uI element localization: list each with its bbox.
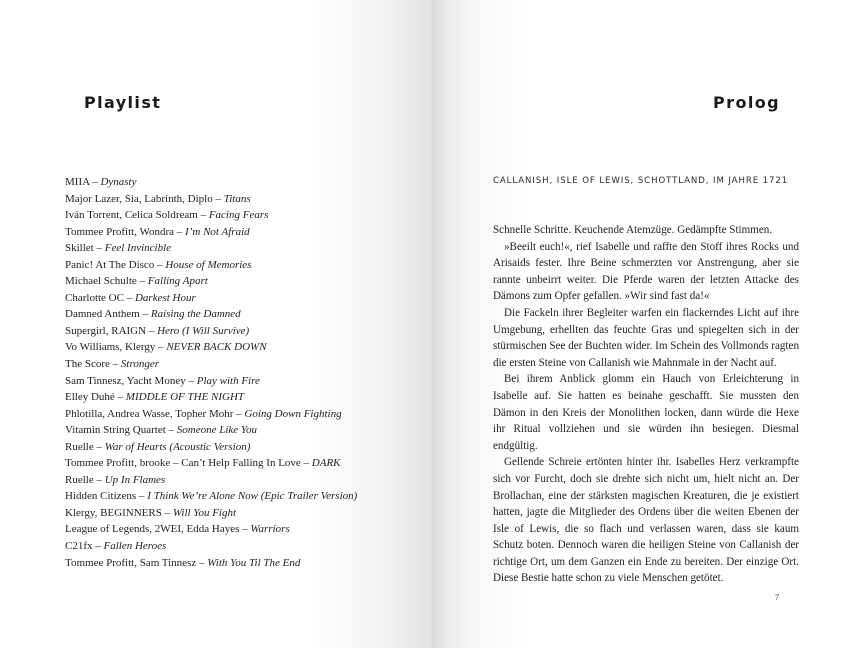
playlist-item xyxy=(65,538,415,555)
track-artist: Supergirl, RAIGN – xyxy=(65,324,158,337)
playlist-item xyxy=(65,323,415,340)
track-title: Someone Like You xyxy=(176,424,258,437)
track-title: Titans xyxy=(223,192,251,205)
playlist-item xyxy=(65,455,415,472)
track-artist: Skillet – xyxy=(65,242,105,255)
track-title: Darkest Hour xyxy=(134,291,196,304)
track-artist: Tommee Profitt, brooke – Can’t Help Falling In Love – xyxy=(65,457,312,470)
track-artist: Ruelle – xyxy=(65,473,105,486)
track-artist: C21fx – xyxy=(65,540,104,553)
playlist-heading: Playlist xyxy=(84,93,162,112)
playlist-item xyxy=(65,406,415,423)
track-artist: Major Lazer, Sia, Labrinth, Diplo – xyxy=(65,192,224,205)
track-title: House of Memories xyxy=(165,258,252,271)
track-title: MIDDLE OF THE NIGHT xyxy=(125,391,245,404)
track-artist: MIIA – xyxy=(65,176,101,188)
track-artist: Iván Torrent, Celica Soldream – xyxy=(65,209,209,222)
prolog-text xyxy=(493,222,799,587)
playlist-list xyxy=(65,174,415,571)
track-title: Raising the Damned xyxy=(150,308,241,321)
location-line: CALLANISH, ISLE OF LEWIS, SCHOTTLAND, IM JAHRE 1721 xyxy=(493,176,789,186)
track-title: NEVER BACK DOWN xyxy=(166,341,267,354)
prolog-paragraph: Bei ihrem Anblick glomm ein Hauch von Erleichterung in Isabelle auf. Sie hatten es beinahe geschafft. Sie mussten den Dämon in den Kreis der Monolithen locken, dann würde die Hexe ihr Ritual vollziehen und sie würden ihn besiegen. Diesmal endgültig. xyxy=(493,373,799,452)
track-title: DARK xyxy=(311,457,341,470)
track-artist: Hidden Citizens – xyxy=(65,490,148,503)
playlist-item xyxy=(65,306,415,323)
playlist-item xyxy=(65,257,415,274)
track-title: War of Hearts (Acoustic Version) xyxy=(104,440,251,453)
track-artist: Ruelle – xyxy=(65,440,105,453)
playlist-item xyxy=(65,290,415,307)
track-title: Fallen Heroes xyxy=(103,540,167,553)
track-artist: The Score – xyxy=(65,358,121,371)
track-title: Dynasty xyxy=(100,176,137,188)
playlist-item xyxy=(65,240,415,257)
playlist-item xyxy=(65,356,415,373)
prolog-paragraph: Schnelle Schritte. Keuchende Atemzüge. Gedämpfte Stimmen. xyxy=(493,224,773,236)
track-title: Facing Fears xyxy=(208,209,269,222)
track-artist: Charlotte OC – xyxy=(65,291,135,304)
track-artist: Tommee Profitt, Sam Tinnesz – xyxy=(65,556,208,569)
track-title: Stronger xyxy=(120,358,159,371)
playlist-item xyxy=(65,422,415,439)
track-artist: Michael Schulte – xyxy=(65,275,148,288)
playlist-item xyxy=(65,555,415,572)
track-title: Falling Apart xyxy=(147,275,208,288)
prolog-paragraph: Gellende Schreie ertönten hinter ihr. Isabelles Herz verkrampfte sich vor Furcht, doch sie drehte sich nicht um, hielt nicht an. Der Brollachan, eine der stärksten magischen Kreaturen, die je existiert hatten, jagte die Mitglieder des Ordens über die weiten Ebenen der Isle of Lewis, die so flach und verlassen waren, dass sie kaum Schutz boten. Dennoch waren die heiligen Steine von Callanish der richtige Ort, um dem Ganzen ein Ende zu bereiten. Der einzige Ort. Diese Bestie hatte schon zu viele Menschen getötet. xyxy=(493,456,799,585)
track-artist: Damned Anthem – xyxy=(65,308,151,321)
playlist-item xyxy=(65,472,415,489)
playlist-item xyxy=(65,339,415,356)
playlist-item xyxy=(65,373,415,390)
track-title: Up In Flames xyxy=(104,473,166,486)
track-artist: Klergy, BEGINNERS – xyxy=(65,506,173,519)
playlist-item xyxy=(65,439,415,456)
playlist-item xyxy=(65,174,415,191)
track-title: I Think We’re Alone Now (Epic Trailer Version) xyxy=(147,490,358,503)
track-artist: Panic! At The Disco – xyxy=(65,258,166,271)
prolog-paragraph: »Beeilt euch!«, rief Isabelle und raffte den Stoff ihres Rocks und Arisaids fester. Ihre Beine schmerzten vor Anstrengung, aber sie rannte unbeirrt weiter. Die Pferde waren der letzten Attacke des Dämons zum Opfer gefallen. »Wir sind fast da!« xyxy=(493,240,799,303)
playlist-item xyxy=(65,224,415,241)
track-title: Play with Fire xyxy=(196,374,260,387)
track-artist: Vitamin String Quartet – xyxy=(65,424,177,437)
playlist-item xyxy=(65,389,415,406)
track-title: Warriors xyxy=(250,523,290,536)
track-artist: League of Legends, 2WEI, Edda Hayes – xyxy=(65,523,251,536)
playlist-item xyxy=(65,191,415,208)
right-page xyxy=(431,0,862,648)
playlist-item xyxy=(65,273,415,290)
track-artist: Sam Tinnesz, Yacht Money – xyxy=(65,374,197,387)
playlist-item xyxy=(65,488,415,505)
page-number: 7 xyxy=(775,593,779,602)
playlist-item xyxy=(65,207,415,224)
track-title: Feel Invincible xyxy=(104,242,172,255)
track-title: With You Til The End xyxy=(207,556,301,569)
track-artist: Tommee Profitt, Wondra – xyxy=(65,225,186,238)
track-title: Will You Fight xyxy=(172,506,237,519)
playlist-item xyxy=(65,505,415,522)
track-title: I’m Not Afraid xyxy=(185,225,250,238)
track-title: Hero (I Will Survive) xyxy=(157,324,250,337)
track-artist: Phlotilla, Andrea Wasse, Topher Mohr – xyxy=(65,407,245,420)
prolog-paragraph: Die Fackeln ihrer Begleiter warfen ein flackerndes Licht auf ihre Umgebung, erhellten das feuchte Gras und spiegelten sich in der stürmischen See der Buchten wider. Im Schein des Vollmonds ragten die ersten Steine von Callanish wie Mahnmale in der Nacht auf. xyxy=(493,306,799,369)
track-artist: Vo Williams, Klergy – xyxy=(65,341,167,354)
playlist-item xyxy=(65,521,415,538)
prolog-heading: Prolog xyxy=(713,93,780,112)
track-title: Going Down Fighting xyxy=(244,407,342,420)
track-artist: Elley Duhé – xyxy=(65,391,126,404)
